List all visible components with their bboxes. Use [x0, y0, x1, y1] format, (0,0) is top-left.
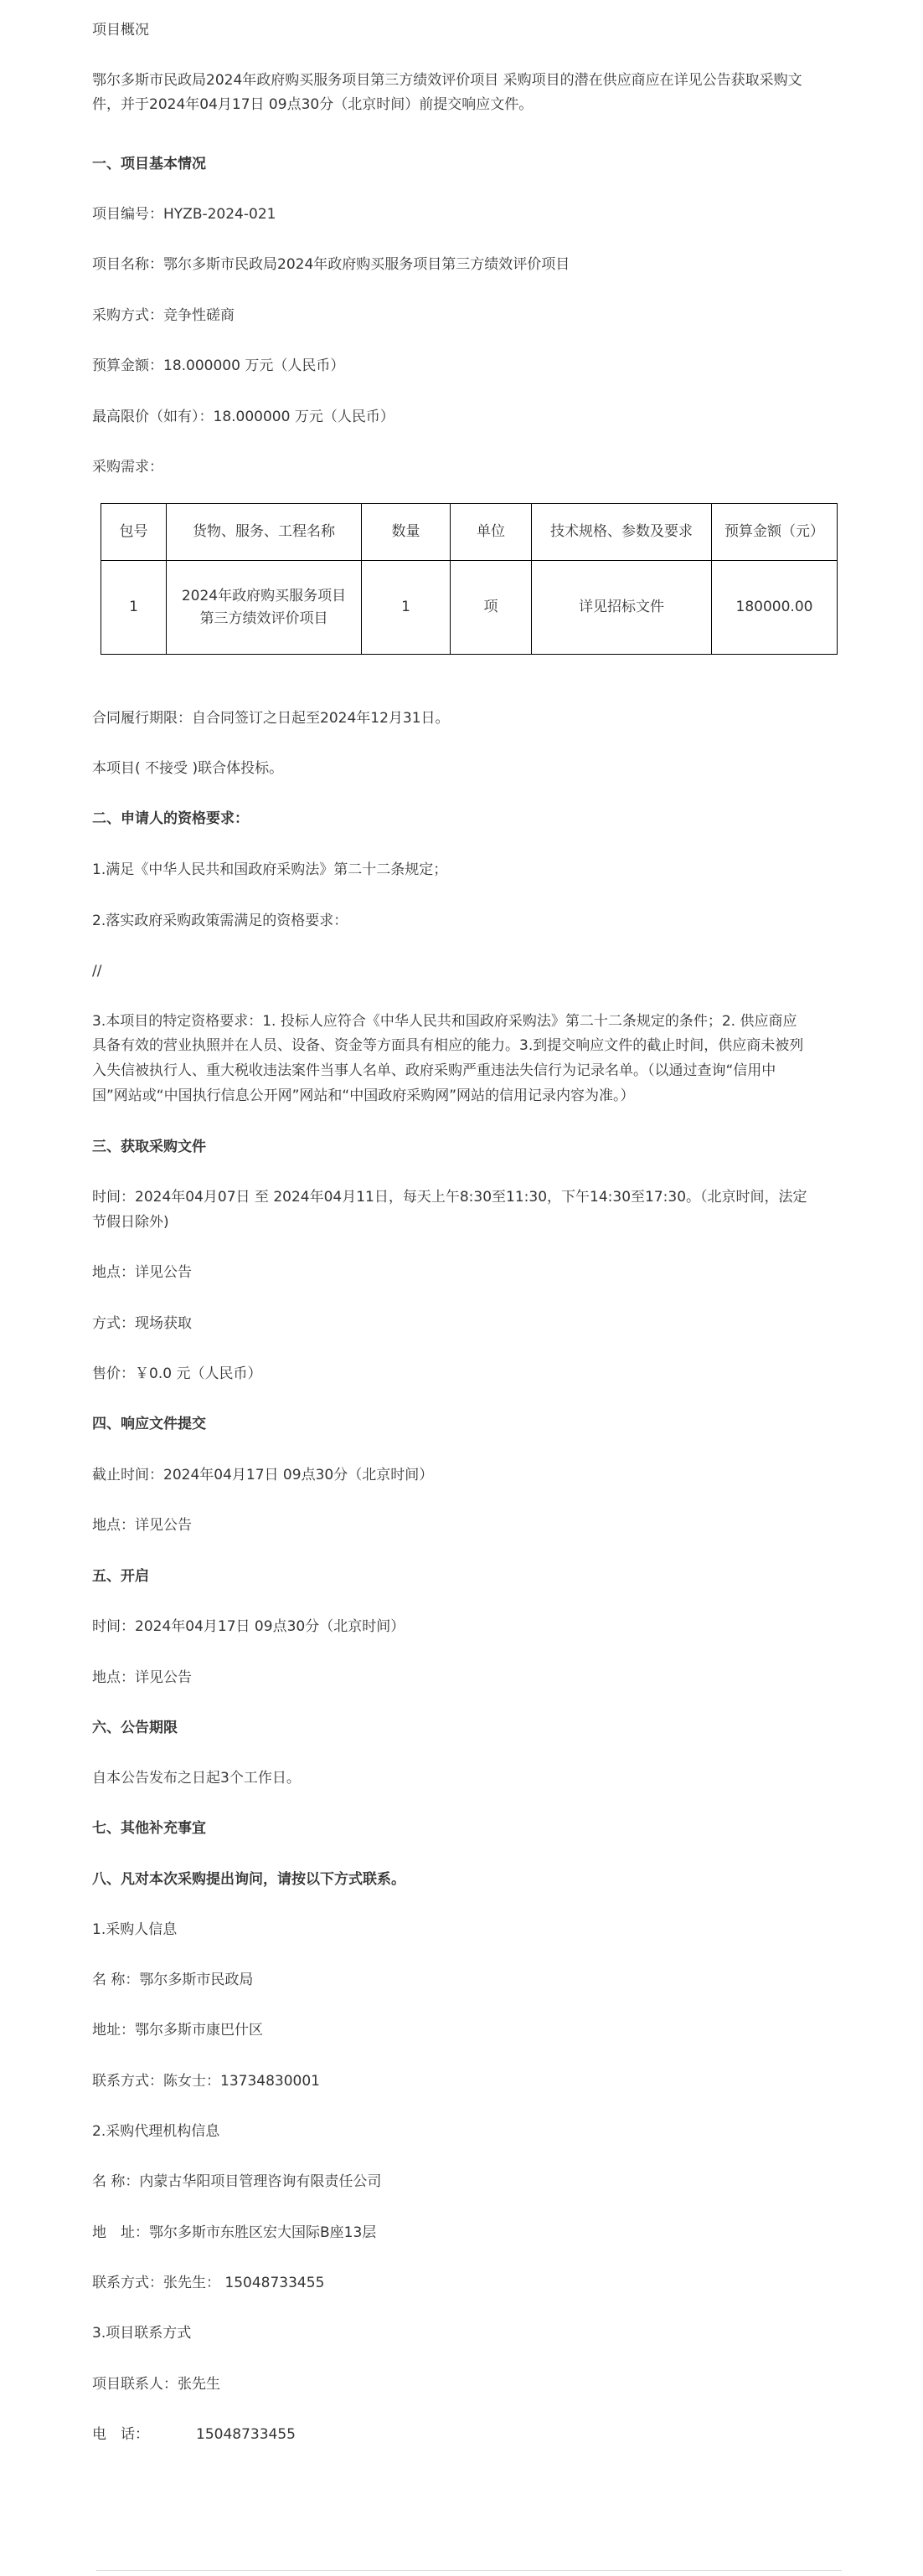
- table-header-row: [101, 504, 838, 561]
- obtain-price: 售价：￥0.0 元（人民币）: [92, 1365, 262, 1382]
- agency-address: 地 址：鄂尔多斯市东胜区宏大国际B座13层: [92, 2224, 377, 2241]
- qualification-item-1: 1.满足《中华人民共和国政府采购法》第二十二条规定；: [92, 861, 448, 878]
- cell-item-name: [167, 561, 362, 655]
- section-3-heading: 三、获取采购文件: [92, 1139, 206, 1155]
- buyer-address: 地址：鄂尔多斯市康巴什区: [92, 2022, 263, 2039]
- project-contact-phone: 15048733455: [196, 2426, 296, 2443]
- max-price: 最高限价（如有）：18.000000 万元（人民币）: [92, 409, 394, 425]
- qualification-item-2: 2.落实政府采购政策需满足的资格要求：: [92, 913, 348, 929]
- section-2-heading: 二、申请人的资格要求：: [92, 810, 249, 827]
- cell-unit: 项: [451, 561, 532, 655]
- section-4-heading: 四、响应文件提交: [92, 1416, 206, 1432]
- section-6-heading: 六、公告期限: [92, 1720, 178, 1736]
- consortium-note: 本项目( 不接受 )联合体投标。: [92, 760, 284, 777]
- agency-info-title: 2.采购代理机构信息: [92, 2123, 220, 2140]
- project-contact-phone-row: [92, 2422, 846, 2447]
- opening-time: 时间：2024年04月17日 09点30分（北京时间）: [92, 1618, 405, 1635]
- cell-item-name-line1: 2024年政府购买服务项目: [181, 587, 347, 604]
- obtain-time-line2: 节假日除外): [92, 1214, 169, 1231]
- procurement-demand-label: 采购需求：: [92, 459, 163, 476]
- submit-deadline: 截止时间：2024年04月17日 09点30分（北京时间）: [92, 1467, 434, 1483]
- section-7-heading: 七、其他补充事宜: [92, 1820, 206, 1837]
- overview-heading: 项目概况: [92, 22, 149, 39]
- col-header-spec: 技术规格、参数及要求: [532, 504, 712, 561]
- agency-contact: 联系方式：张先生： 15048733455: [92, 2275, 325, 2291]
- agency-name: 名 称：内蒙古华阳项目管理咨询有限责任公司: [92, 2173, 382, 2190]
- obtain-way: 方式：现场获取: [92, 1315, 192, 1332]
- col-header-quantity: 数量: [362, 504, 451, 561]
- cell-package-no: 1: [101, 561, 167, 655]
- buyer-info-title: 1.采购人信息: [92, 1921, 178, 1938]
- cell-budget: 180000.00: [712, 561, 838, 655]
- col-header-package-no: 包号: [101, 504, 167, 561]
- buyer-name: 名 称：鄂尔多斯市民政局: [92, 1972, 254, 1988]
- section-1-heading: 一、项目基本情况: [92, 156, 206, 172]
- qualification-item-3-line3: 入失信被执行人、重大税收违法案件当事人名单、政府采购严重违法失信行为记录名单。（以通过查询“信用中: [92, 1062, 776, 1079]
- procurement-demand-table: [101, 503, 838, 655]
- project-contact-person: 项目联系人：张先生: [92, 2376, 220, 2393]
- buyer-contact: 联系方式：陈女士：13734830001: [92, 2073, 320, 2090]
- project-contact-phone-label: 电 话：: [92, 2426, 149, 2443]
- cell-quantity: 1: [362, 561, 451, 655]
- section-8-heading: 八、凡对本次采购提出询问，请按以下方式联系。: [92, 1871, 405, 1888]
- qualification-item-3-line4: 国”网站或“中国执行信息公开网”网站和“中国政府采购网”网站的信用记录内容为准。）: [92, 1087, 635, 1104]
- submit-place: 地点：详见公告: [92, 1517, 192, 1534]
- overview-text-line2: 件，并于2024年04月17日 09点30分（北京时间）前提交响应文件。: [92, 96, 534, 113]
- col-header-unit: 单位: [451, 504, 532, 561]
- obtain-place: 地点：详见公告: [92, 1264, 192, 1281]
- bottom-divider: [96, 2570, 842, 2571]
- col-header-budget: 预算金额（元）: [712, 504, 838, 561]
- project-name: 项目名称：鄂尔多斯市民政局2024年政府购买服务项目第三方绩效评价项目: [92, 256, 570, 273]
- cell-item-name-line2: 第三方绩效评价项目: [199, 609, 328, 627]
- col-header-item-name: 货物、服务、工程名称: [167, 504, 362, 561]
- budget-amount: 预算金额：18.000000 万元（人民币）: [92, 357, 345, 374]
- obtain-time-line1: 时间：2024年04月07日 至 2024年04月11日，每天上午8:30至11:30，下午14:30至17:30。（北京时间，法定: [92, 1189, 807, 1206]
- cell-spec: 详见招标文件: [532, 561, 712, 655]
- opening-place: 地点：详见公告: [92, 1669, 192, 1686]
- overview-text-line1: 鄂尔多斯市民政局2024年政府购买服务项目第三方绩效评价项目 采购项目的潜在供应商应在详见公告获取采购文: [92, 72, 802, 89]
- table-row: [101, 561, 838, 655]
- procurement-method: 采购方式：竞争性磋商: [92, 307, 235, 324]
- project-contact-title: 3.项目联系方式: [92, 2325, 192, 2342]
- contract-period: 合同履行期限：自合同签订之日起至2024年12月31日。: [92, 710, 450, 727]
- qualification-item-3-line2: 具备有效的营业执照并在人员、设备、资金等方面具有相应的能力。3.到提交响应文件的截止时间，供应商未被列: [92, 1037, 804, 1054]
- notice-period: 自本公告发布之日起3个工作日。: [92, 1770, 301, 1787]
- qualification-item-2-value: //: [92, 963, 102, 979]
- project-number: 项目编号：HYZB-2024-021: [92, 206, 276, 223]
- section-5-heading: 五、开启: [92, 1568, 149, 1585]
- qualification-item-3-line1: 3.本项目的特定资格要求：1. 投标人应符合《中华人民共和国政府采购法》第二十二条规定的条件；2. 供应商应: [92, 1013, 797, 1030]
